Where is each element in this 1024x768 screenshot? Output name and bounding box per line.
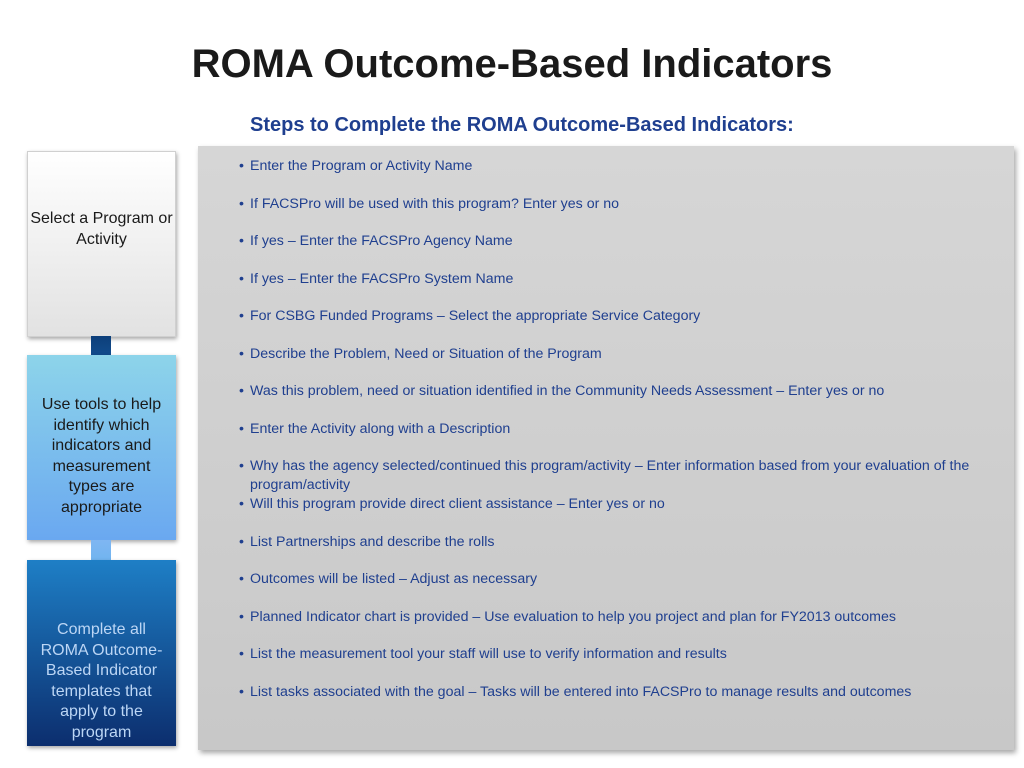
flow-box-select-program <box>27 151 176 337</box>
step-item: • If FACSPro will be used with this program? Enter yes or no <box>250 195 994 233</box>
step-item: • If yes – Enter the FACSPro Agency Name <box>250 232 994 270</box>
steps-list <box>198 146 1014 720</box>
step-item: • Describe the Problem, Need or Situation of the Program <box>250 345 994 383</box>
flow-box-complete-templates-label: Complete all ROMA Outcome-Based Indicator templates that apply to the program <box>40 621 163 741</box>
steps-panel <box>198 146 1014 750</box>
step-item: • List the measurement tool your staff will use to verify information and results <box>250 645 994 683</box>
step-item: • Was this problem, need or situation identified in the Community Needs Assessment – Enter yes or no <box>250 382 994 420</box>
step-item: • Planned Indicator chart is provided – Use evaluation to help you project and plan for FY2013 outcomes <box>250 608 994 646</box>
step-item: • Why has the agency selected/continued this program/activity – Enter information based from your evaluation of the program/activity <box>250 457 994 495</box>
slide-title: ROMA Outcome-Based Indicators <box>191 42 833 86</box>
flow-box-use-tools <box>27 355 176 540</box>
step-item: • For CSBG Funded Programs – Select the appropriate Service Category <box>250 307 994 345</box>
step-item: • List Partnerships and describe the rolls <box>250 533 994 571</box>
step-item: • Will this program provide direct client assistance – Enter yes or no <box>250 495 994 533</box>
step-item: • List tasks associated with the goal – Tasks will be entered into FACSPro to manage results and outcomes <box>250 683 994 721</box>
steps-subtitle: Steps to Complete the ROMA Outcome-Based Indicators: <box>250 114 794 136</box>
step-item: • Enter the Program or Activity Name <box>250 157 994 195</box>
step-item: • Enter the Activity along with a Description <box>250 420 994 458</box>
flow-box-complete-templates <box>27 560 176 746</box>
step-item: • If yes – Enter the FACSPro System Name <box>250 270 994 308</box>
flow-box-select-program-label: Select a Program or Activity <box>30 210 173 248</box>
step-item: • Outcomes will be listed – Adjust as necessary <box>250 570 994 608</box>
flow-box-use-tools-label: Use tools to help identify which indicators and measurement types are appropriate <box>41 396 162 516</box>
